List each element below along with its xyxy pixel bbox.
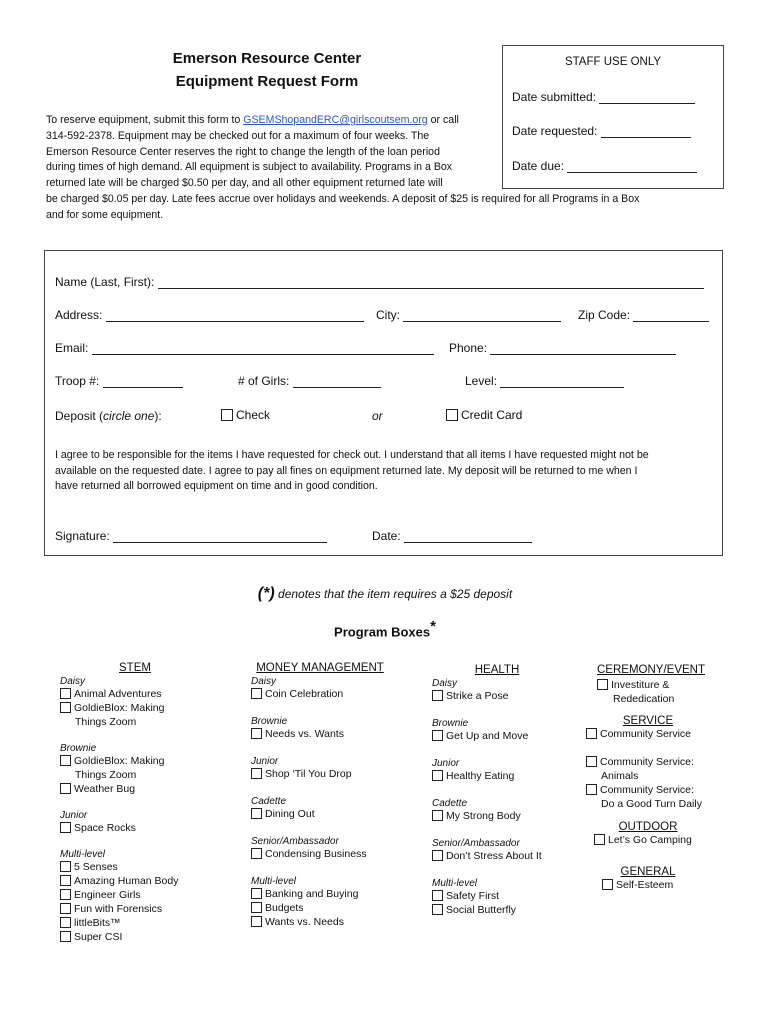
health-column bbox=[432, 664, 582, 917]
item-label: Strike a Pose bbox=[446, 690, 509, 702]
item-label: Condensing Business bbox=[265, 848, 367, 860]
date-submitted-label: Date submitted: bbox=[512, 90, 597, 104]
check-option[interactable] bbox=[221, 408, 270, 422]
request-form-box bbox=[44, 250, 723, 556]
item-label: Healthy Eating bbox=[446, 770, 515, 782]
item-label: Budgets bbox=[265, 902, 304, 914]
stem-junior-item[interactable] bbox=[60, 821, 220, 835]
date-requested-label: Date requested: bbox=[512, 124, 598, 138]
deposit-label-text: Deposit ( bbox=[55, 409, 104, 423]
intro-line-2: 314-592-2378. Equipment may be checked out for a maximum of four weeks. The bbox=[46, 129, 430, 142]
item-label: Don’t Stress About It bbox=[446, 850, 542, 862]
check-label: Check bbox=[236, 408, 271, 422]
phone-line bbox=[490, 342, 676, 355]
date-label: Date: bbox=[372, 529, 401, 543]
item-checkbox[interactable] bbox=[60, 702, 71, 713]
item-label: GoldieBlox: Making bbox=[74, 702, 165, 714]
money-brownie-item[interactable] bbox=[251, 727, 421, 741]
agreement-line-1: I agree to be responsible for the items I have requested for check out. I understand that all items I have requested might not be bbox=[55, 449, 649, 461]
intro-line-1: To reserve equipment, submit this form to bbox=[46, 114, 244, 126]
service-item[interactable] bbox=[586, 783, 716, 797]
credit-card-option[interactable] bbox=[446, 408, 522, 422]
level-field[interactable] bbox=[465, 374, 624, 388]
item-checkbox[interactable] bbox=[60, 903, 71, 914]
item-label-cont: Animals bbox=[601, 770, 639, 782]
item-label: Get Up and Move bbox=[446, 730, 529, 742]
ceremony-item[interactable] bbox=[597, 678, 716, 692]
item-checkbox[interactable] bbox=[60, 822, 71, 833]
item-checkbox[interactable] bbox=[60, 917, 71, 928]
item-checkbox[interactable] bbox=[251, 916, 262, 927]
health-cadette-item[interactable] bbox=[432, 809, 582, 823]
health-senior-item[interactable] bbox=[432, 849, 582, 863]
check-checkbox[interactable] bbox=[221, 409, 233, 421]
item-label: Engineer Girls bbox=[74, 889, 141, 901]
money-multi-item[interactable] bbox=[251, 887, 421, 901]
item-checkbox[interactable] bbox=[60, 889, 71, 900]
deposit-note-text: denotes that the item requires a $25 deposit bbox=[274, 587, 513, 601]
email-line bbox=[92, 342, 434, 355]
date-submitted-field[interactable] bbox=[512, 90, 695, 104]
deposit-marker: (*) bbox=[257, 585, 275, 602]
item-label: Self-Esteem bbox=[616, 879, 674, 891]
item-checkbox[interactable] bbox=[597, 679, 608, 690]
service-item[interactable] bbox=[586, 727, 716, 741]
money-brownie-label: Brownie bbox=[251, 716, 288, 727]
stem-multi-item[interactable] bbox=[60, 888, 220, 902]
health-senior-label: Senior/Ambassador bbox=[432, 838, 520, 849]
name-field[interactable] bbox=[55, 275, 704, 289]
item-checkbox[interactable] bbox=[586, 784, 597, 795]
money-cadette-item[interactable] bbox=[251, 807, 421, 821]
girls-count-field[interactable] bbox=[238, 374, 381, 388]
general-heading: GENERAL bbox=[620, 866, 676, 878]
item-label: Wants vs. Needs bbox=[265, 916, 344, 928]
staff-heading: STAFF USE ONLY bbox=[564, 56, 662, 68]
item-label: Banking and Buying bbox=[265, 888, 359, 900]
contact-email-link[interactable]: GSEMShopandERC@girlscoutsem.org bbox=[243, 114, 428, 126]
agreement-line-3: have returned all borrowed equipment on time and in good condition. bbox=[55, 480, 378, 492]
item-checkbox[interactable] bbox=[432, 904, 443, 915]
item-checkbox[interactable] bbox=[432, 730, 443, 741]
money-senior-label: Senior/Ambassador bbox=[251, 836, 339, 847]
item-checkbox[interactable] bbox=[60, 931, 71, 942]
item-label-cont: Rededication bbox=[613, 693, 675, 705]
money-junior-label: Junior bbox=[251, 756, 279, 767]
name-label: Name (Last, First): bbox=[55, 275, 155, 289]
address-line bbox=[106, 309, 364, 322]
agreement-text bbox=[55, 448, 649, 495]
general-item[interactable] bbox=[602, 878, 716, 892]
intro-line-4: during times of high demand. All equipment is subject to availability. Programs in a Box bbox=[46, 161, 453, 174]
item-checkbox[interactable] bbox=[432, 850, 443, 861]
health-cadette-label: Cadette bbox=[432, 798, 468, 809]
item-checkbox[interactable] bbox=[594, 834, 605, 845]
item-label: Amazing Human Body bbox=[74, 875, 179, 887]
health-brownie-label: Brownie bbox=[432, 718, 469, 729]
item-checkbox[interactable] bbox=[432, 810, 443, 821]
money-junior-item[interactable] bbox=[251, 767, 421, 781]
intro-line-7: and for some equipment. bbox=[46, 208, 164, 221]
address-label: Address: bbox=[55, 308, 103, 322]
item-label: Community Service: bbox=[600, 784, 694, 796]
item-label: Let’s Go Camping bbox=[608, 834, 692, 846]
item-checkbox[interactable] bbox=[60, 755, 71, 766]
ceremony-heading: CEREMONY/EVENT bbox=[597, 664, 705, 676]
item-checkbox[interactable] bbox=[432, 690, 443, 701]
form-title bbox=[122, 50, 412, 90]
deposit-label-end: ): bbox=[154, 409, 162, 423]
item-label: Community Service bbox=[600, 728, 692, 740]
item-label: Needs vs. Wants bbox=[265, 728, 344, 740]
item-checkbox[interactable] bbox=[251, 902, 262, 913]
intro-text bbox=[46, 113, 639, 224]
health-daisy-item[interactable] bbox=[432, 689, 582, 703]
stem-multi-item[interactable] bbox=[60, 902, 220, 916]
zip-label: Zip Code: bbox=[578, 308, 631, 322]
stem-brownie-item[interactable] bbox=[60, 754, 220, 768]
signature-label: Signature: bbox=[55, 529, 110, 543]
program-boxes-asterisk: * bbox=[430, 618, 436, 635]
health-daisy-label: Daisy bbox=[432, 678, 458, 689]
money-heading: MONEY MANAGEMENT bbox=[256, 662, 384, 674]
date-field[interactable] bbox=[372, 529, 532, 543]
item-checkbox[interactable] bbox=[251, 688, 262, 699]
date-submitted-line bbox=[599, 91, 695, 104]
or-label: or bbox=[372, 409, 383, 423]
item-checkbox[interactable] bbox=[251, 768, 262, 779]
email-field[interactable] bbox=[55, 341, 434, 355]
item-label: Super CSI bbox=[74, 931, 123, 943]
date-due-label: Date due: bbox=[512, 159, 565, 173]
level-line bbox=[500, 375, 624, 388]
item-label: Space Rocks bbox=[74, 822, 136, 834]
troop-field[interactable] bbox=[55, 374, 183, 388]
credit-card-label: Credit Card bbox=[461, 408, 523, 422]
health-junior-item[interactable] bbox=[432, 769, 582, 783]
city-line bbox=[403, 309, 561, 322]
item-label-cont: Things Zoom bbox=[75, 769, 137, 781]
outdoor-heading: OUTDOOR bbox=[618, 821, 678, 833]
program-boxes-title-text: Program Boxes bbox=[334, 624, 431, 640]
money-daisy-label: Daisy bbox=[251, 676, 277, 687]
item-label: 5 Senses bbox=[74, 861, 118, 873]
item-checkbox[interactable] bbox=[60, 861, 71, 872]
agreement-line-2: available on the requested date. I agree to pay all fines on equipment returned late. My deposit will be returned to me when I bbox=[55, 464, 638, 477]
item-label-cont: Things Zoom bbox=[75, 716, 137, 728]
stem-multi-label: Multi-level bbox=[60, 849, 106, 860]
ceremony-column bbox=[586, 664, 716, 892]
health-junior-label: Junior bbox=[432, 758, 460, 769]
item-checkbox[interactable] bbox=[251, 808, 262, 819]
item-checkbox[interactable] bbox=[60, 688, 71, 699]
intro-line-3: Emerson Resource Center reserves the right to change the length of the loan period bbox=[46, 145, 440, 158]
money-multi-item[interactable] bbox=[251, 901, 421, 915]
intro-line-6: be charged $0.05 per day. Late fees accrue over holidays and weekends. A deposit of $25 is required for all Programs in a Box bbox=[46, 192, 640, 205]
money-multi-label: Multi-level bbox=[251, 876, 297, 887]
stem-column bbox=[60, 662, 220, 944]
deposit-label bbox=[55, 409, 162, 423]
signature-line bbox=[113, 530, 327, 543]
item-checkbox[interactable] bbox=[60, 783, 71, 794]
stem-brownie-label: Brownie bbox=[60, 743, 97, 754]
item-label: Dining Out bbox=[265, 808, 315, 820]
stem-daisy-item[interactable] bbox=[60, 687, 220, 701]
address-field[interactable] bbox=[55, 308, 364, 322]
item-checkbox[interactable] bbox=[432, 770, 443, 781]
health-multi-label: Multi-level bbox=[432, 878, 478, 889]
stem-multi-item[interactable] bbox=[60, 916, 220, 930]
program-boxes-title bbox=[0, 618, 770, 639]
phone-field[interactable] bbox=[449, 341, 676, 355]
girls-count-line bbox=[293, 375, 381, 388]
stem-brownie-item[interactable] bbox=[60, 782, 220, 796]
stem-multi-item[interactable] bbox=[60, 874, 220, 888]
intro-line-1-end: or call bbox=[427, 114, 459, 126]
phone-label: Phone: bbox=[449, 341, 488, 355]
item-label: GoldieBlox: Making bbox=[74, 755, 165, 767]
money-daisy-item[interactable] bbox=[251, 687, 421, 701]
item-checkbox[interactable] bbox=[586, 756, 597, 767]
item-label: Safety First bbox=[446, 890, 500, 902]
item-label: Coin Celebration bbox=[265, 688, 344, 700]
level-label: Level: bbox=[465, 374, 498, 388]
item-checkbox[interactable] bbox=[602, 879, 613, 890]
stem-multi-item[interactable] bbox=[60, 860, 220, 874]
money-senior-item[interactable] bbox=[251, 847, 421, 861]
zip-field[interactable] bbox=[578, 308, 709, 322]
deposit-label-italic: circle one bbox=[103, 409, 155, 423]
date-line bbox=[404, 530, 532, 543]
signature-field[interactable] bbox=[55, 529, 327, 543]
item-checkbox[interactable] bbox=[432, 890, 443, 901]
item-label: Community Service: bbox=[600, 756, 694, 768]
item-checkbox[interactable] bbox=[251, 888, 262, 899]
item-label: Investiture & bbox=[611, 679, 670, 691]
title-line-2: Equipment Request Form bbox=[175, 73, 359, 90]
title-line-1: Emerson Resource Center bbox=[172, 50, 362, 67]
item-checkbox[interactable] bbox=[251, 848, 262, 859]
girls-count-label: # of Girls: bbox=[238, 374, 290, 388]
stem-daisy-label: Daisy bbox=[60, 676, 86, 687]
service-heading: SERVICE bbox=[622, 715, 674, 727]
money-cadette-label: Cadette bbox=[251, 796, 287, 807]
stem-heading: STEM bbox=[119, 662, 151, 674]
item-label: Social Butterfly bbox=[446, 904, 517, 916]
deposit-note bbox=[0, 585, 770, 603]
zip-line bbox=[633, 309, 709, 322]
outdoor-item[interactable] bbox=[594, 833, 716, 847]
credit-card-checkbox[interactable] bbox=[446, 409, 458, 421]
health-brownie-item[interactable] bbox=[432, 729, 582, 743]
city-field[interactable] bbox=[376, 308, 561, 322]
stem-junior-label: Junior bbox=[60, 810, 88, 821]
item-label: My Strong Body bbox=[446, 810, 521, 822]
item-label: Fun with Forensics bbox=[74, 903, 163, 915]
city-label: City: bbox=[376, 308, 400, 322]
item-label: Weather Bug bbox=[74, 783, 136, 795]
item-label: Animal Adventures bbox=[74, 688, 162, 700]
intro-line-5: returned late will be charged $0.50 per day, and all other equipment returned late will bbox=[46, 177, 443, 190]
item-label: Shop ‘Til You Drop bbox=[265, 768, 352, 780]
service-item[interactable] bbox=[586, 755, 716, 769]
health-heading: HEALTH bbox=[474, 664, 520, 676]
item-label: littleBits™ bbox=[74, 917, 121, 929]
name-line bbox=[158, 276, 704, 289]
item-checkbox[interactable] bbox=[60, 875, 71, 886]
troop-line bbox=[103, 375, 183, 388]
troop-label: Troop #: bbox=[55, 374, 100, 388]
money-multi-item[interactable] bbox=[251, 915, 421, 929]
stem-multi-item[interactable] bbox=[60, 930, 220, 944]
item-label-cont: Do a Good Turn Daily bbox=[601, 798, 702, 810]
money-column bbox=[251, 662, 421, 929]
item-checkbox[interactable] bbox=[586, 728, 597, 739]
email-label: Email: bbox=[55, 341, 89, 355]
item-checkbox[interactable] bbox=[251, 728, 262, 739]
health-multi-item[interactable] bbox=[432, 889, 582, 903]
health-multi-item[interactable] bbox=[432, 903, 582, 917]
stem-daisy-item[interactable] bbox=[60, 701, 220, 715]
